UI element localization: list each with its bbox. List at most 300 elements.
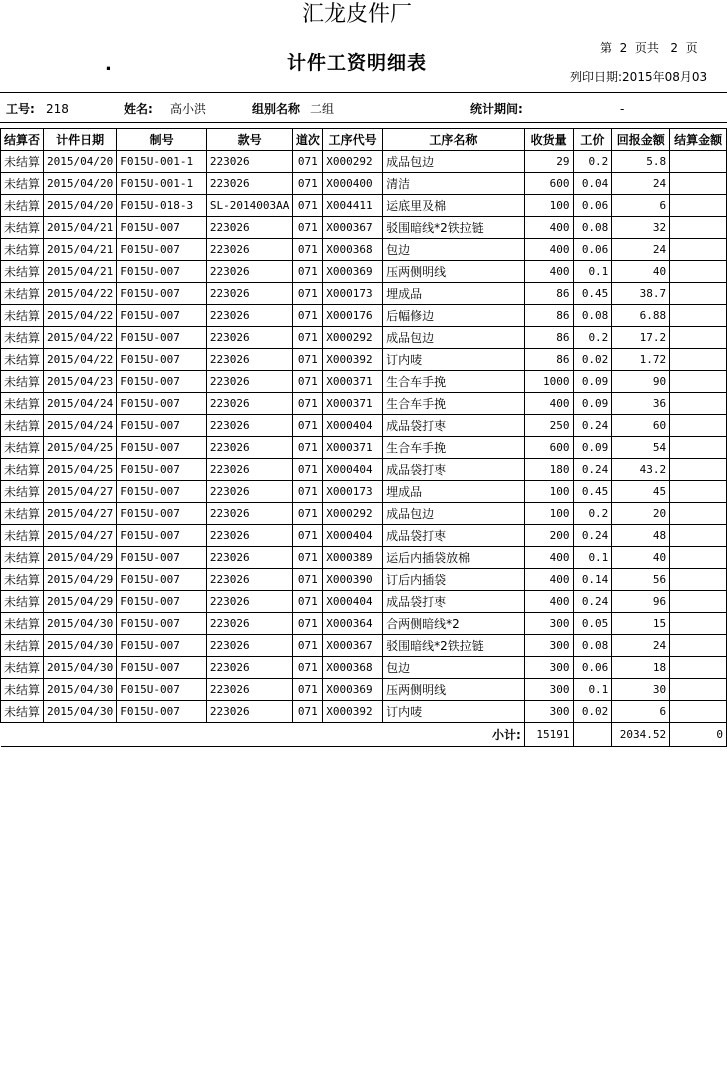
col-header-process-name[interactable]: 工序名称 — [383, 129, 525, 151]
table-row[interactable] — [1, 349, 727, 371]
cell-settled-amount — [670, 305, 727, 327]
cell-rate: 0.02 — [573, 701, 612, 723]
cell-order-no: F015U-001-1 — [117, 173, 207, 195]
table-row[interactable] — [1, 701, 727, 723]
cell-process-code: X000400 — [323, 173, 383, 195]
cell-settled-amount — [670, 569, 727, 591]
cell-order-no: F015U-007 — [117, 459, 207, 481]
cell-pass: 071 — [293, 305, 323, 327]
cell-style-no: 223026 — [206, 657, 292, 679]
worker-name-label: 姓名: — [124, 102, 153, 116]
header-dot: . — [105, 54, 112, 75]
cell-settled: 未结算 — [1, 591, 44, 613]
table-row[interactable] — [1, 481, 727, 503]
table-row[interactable] — [1, 459, 727, 481]
cell-settled-amount — [670, 613, 727, 635]
cell-quantity: 300 — [524, 679, 573, 701]
cell-rate: 0.04 — [573, 173, 612, 195]
cell-amount: 6.88 — [612, 305, 670, 327]
cell-process-code: X000292 — [323, 151, 383, 173]
cell-process-code: X000389 — [323, 547, 383, 569]
cell-style-no: 223026 — [206, 569, 292, 591]
cell-settled: 未结算 — [1, 217, 44, 239]
cell-process-code: X000390 — [323, 569, 383, 591]
cell-style-no: 223026 — [206, 239, 292, 261]
cell-pass: 071 — [293, 239, 323, 261]
cell-rate: 0.08 — [573, 635, 612, 657]
cell-quantity: 100 — [524, 503, 573, 525]
cell-pass: 071 — [293, 349, 323, 371]
cell-rate: 0.05 — [573, 613, 612, 635]
table-row[interactable] — [1, 261, 727, 283]
cell-process-name: 订内唛 — [383, 349, 525, 371]
col-header-settled-amount[interactable]: 结算金额 — [670, 129, 727, 151]
cell-order-no: F015U-007 — [117, 679, 207, 701]
cell-settled-amount — [670, 657, 727, 679]
col-header-pass[interactable]: 道次 — [293, 129, 323, 151]
company-name: 汇龙皮件厂 — [301, 2, 412, 27]
table-row[interactable] — [1, 151, 727, 173]
cell-rate: 0.06 — [573, 195, 612, 217]
cell-process-code: X000392 — [323, 701, 383, 723]
cell-process-code: X000368 — [323, 657, 383, 679]
cell-quantity: 29 — [524, 151, 573, 173]
cell-process-name: 生合车手挽 — [383, 437, 525, 459]
cell-pass: 071 — [293, 415, 323, 437]
cell-quantity: 300 — [524, 613, 573, 635]
cell-order-no: F015U-007 — [117, 481, 207, 503]
cell-amount: 15 — [612, 613, 670, 635]
cell-settled-amount — [670, 327, 727, 349]
col-header-order-no[interactable]: 制号 — [117, 129, 207, 151]
cell-amount: 38.7 — [612, 283, 670, 305]
cell-style-no: 223026 — [206, 503, 292, 525]
cell-process-code: X000368 — [323, 239, 383, 261]
cell-amount: 20 — [612, 503, 670, 525]
table-row[interactable] — [1, 569, 727, 591]
cell-amount: 40 — [612, 547, 670, 569]
cell-settled: 未结算 — [1, 679, 44, 701]
cell-date: 2015/04/30 — [44, 657, 117, 679]
cell-settled: 未结算 — [1, 261, 44, 283]
cell-date: 2015/04/21 — [44, 239, 117, 261]
table-row[interactable] — [1, 679, 727, 701]
cell-amount: 24 — [612, 173, 670, 195]
cell-order-no: F015U-007 — [117, 239, 207, 261]
cell-pass: 071 — [293, 261, 323, 283]
cell-pass: 071 — [293, 195, 323, 217]
table-row[interactable] — [1, 635, 727, 657]
cell-pass: 071 — [293, 481, 323, 503]
cell-process-code: X000371 — [323, 393, 383, 415]
cell-amount: 40 — [612, 261, 670, 283]
cell-rate: 0.09 — [573, 393, 612, 415]
cell-rate: 0.06 — [573, 239, 612, 261]
cell-process-name: 压两侧明线 — [383, 679, 525, 701]
cell-process-code: X000292 — [323, 327, 383, 349]
subtotal-amount: 2034.52 — [612, 723, 670, 747]
cell-process-name: 埋成品 — [383, 481, 525, 503]
subtotal-settled-amount: 0 — [670, 723, 727, 747]
cell-rate: 0.06 — [573, 657, 612, 679]
cell-process-code: X000176 — [323, 305, 383, 327]
cell-quantity: 250 — [524, 415, 573, 437]
cell-order-no: F015U-018-3 — [117, 195, 207, 217]
cell-amount: 17.2 — [612, 327, 670, 349]
cell-pass: 071 — [293, 437, 323, 459]
cell-process-name: 成品袋打枣 — [383, 415, 525, 437]
cell-settled: 未结算 — [1, 635, 44, 657]
cell-process-name: 后幅修边 — [383, 305, 525, 327]
cell-settled-amount — [670, 283, 727, 305]
cell-date: 2015/04/29 — [44, 591, 117, 613]
cell-date: 2015/04/27 — [44, 525, 117, 547]
cell-pass: 071 — [293, 591, 323, 613]
cell-settled-amount — [670, 239, 727, 261]
table-row[interactable] — [1, 283, 727, 305]
cell-settled: 未结算 — [1, 701, 44, 723]
cell-style-no: 223026 — [206, 547, 292, 569]
group-value: 二组 — [310, 102, 335, 116]
table-header-row — [1, 129, 727, 151]
cell-quantity: 1000 — [524, 371, 573, 393]
cell-process-code: X000364 — [323, 613, 383, 635]
cell-style-no: 223026 — [206, 481, 292, 503]
cell-settled-amount — [670, 459, 727, 481]
cell-amount: 30 — [612, 679, 670, 701]
cell-order-no: F015U-007 — [117, 305, 207, 327]
cell-rate: 0.1 — [573, 261, 612, 283]
cell-order-no: F015U-007 — [117, 261, 207, 283]
cell-amount: 54 — [612, 437, 670, 459]
cell-settled-amount — [670, 151, 727, 173]
cell-quantity: 400 — [524, 393, 573, 415]
cell-quantity: 400 — [524, 217, 573, 239]
cell-settled: 未结算 — [1, 459, 44, 481]
cell-process-name: 运后内插袋放棉 — [383, 547, 525, 569]
table-row[interactable] — [1, 415, 727, 437]
cell-settled-amount — [670, 393, 727, 415]
period-label: 统计期间: — [470, 102, 523, 116]
cell-style-no: 223026 — [206, 437, 292, 459]
col-header-process-code[interactable]: 工序代号 — [323, 129, 383, 151]
cell-settled-amount — [670, 349, 727, 371]
cell-style-no: 223026 — [206, 305, 292, 327]
cell-date: 2015/04/22 — [44, 327, 117, 349]
cell-amount: 6 — [612, 195, 670, 217]
cell-pass: 071 — [293, 657, 323, 679]
cell-pass: 071 — [293, 635, 323, 657]
cell-date: 2015/04/22 — [44, 283, 117, 305]
cell-rate: 0.24 — [573, 459, 612, 481]
cell-pass: 071 — [293, 371, 323, 393]
cell-quantity: 400 — [524, 261, 573, 283]
cell-process-code: X000371 — [323, 371, 383, 393]
cell-quantity: 600 — [524, 173, 573, 195]
cell-process-name: 清洁 — [383, 173, 525, 195]
print-date: 列印日期:2015年08月03 — [570, 70, 708, 84]
cell-order-no: F015U-007 — [117, 635, 207, 657]
cell-process-code: X000404 — [323, 591, 383, 613]
cell-settled-amount — [670, 547, 727, 569]
table-row[interactable] — [1, 173, 727, 195]
cell-amount: 18 — [612, 657, 670, 679]
cell-date: 2015/04/29 — [44, 569, 117, 591]
cell-settled-amount — [670, 679, 727, 701]
cell-date: 2015/04/22 — [44, 349, 117, 371]
cell-style-no: SL-2014003AA — [206, 195, 292, 217]
cell-style-no: 223026 — [206, 635, 292, 657]
cell-pass: 071 — [293, 701, 323, 723]
cell-pass: 071 — [293, 503, 323, 525]
cell-rate: 0.14 — [573, 569, 612, 591]
subtotal-row — [1, 723, 727, 747]
cell-settled-amount — [670, 525, 727, 547]
wage-detail-table — [0, 128, 727, 747]
cell-style-no: 223026 — [206, 415, 292, 437]
cell-process-code: X004411 — [323, 195, 383, 217]
col-header-quantity[interactable]: 收货量 — [524, 129, 573, 151]
cell-process-name: 包边 — [383, 239, 525, 261]
cell-process-name: 包边 — [383, 657, 525, 679]
cell-process-code: X000392 — [323, 349, 383, 371]
cell-settled: 未结算 — [1, 151, 44, 173]
cell-date: 2015/04/20 — [44, 195, 117, 217]
cell-amount: 90 — [612, 371, 670, 393]
cell-process-name: 成品包边 — [383, 151, 525, 173]
cell-order-no: F015U-001-1 — [117, 151, 207, 173]
cell-settled-amount — [670, 701, 727, 723]
col-header-amount[interactable]: 回报金额 — [612, 129, 670, 151]
report-title: 计件工资明细表 — [286, 52, 427, 74]
cell-date: 2015/04/20 — [44, 173, 117, 195]
cell-date: 2015/04/30 — [44, 701, 117, 723]
cell-order-no: F015U-007 — [117, 701, 207, 723]
cell-process-name: 合两侧暗线*2 — [383, 613, 525, 635]
cell-rate: 0.1 — [573, 679, 612, 701]
cell-process-code: X000173 — [323, 481, 383, 503]
cell-date: 2015/04/27 — [44, 503, 117, 525]
cell-process-name: 运底里及棉 — [383, 195, 525, 217]
cell-order-no: F015U-007 — [117, 525, 207, 547]
cell-process-code: X000292 — [323, 503, 383, 525]
cell-process-name: 生合车手挽 — [383, 393, 525, 415]
subtotal-quantity: 15191 — [524, 723, 573, 747]
cell-process-name: 埋成品 — [383, 283, 525, 305]
cell-process-name: 成品袋打枣 — [383, 459, 525, 481]
cell-date: 2015/04/24 — [44, 415, 117, 437]
table-row[interactable] — [1, 657, 727, 679]
cell-style-no: 223026 — [206, 349, 292, 371]
cell-settled-amount — [670, 217, 727, 239]
cell-quantity: 300 — [524, 635, 573, 657]
cell-settled-amount — [670, 261, 727, 283]
cell-date: 2015/04/21 — [44, 261, 117, 283]
cell-amount: 36 — [612, 393, 670, 415]
cell-quantity: 300 — [524, 657, 573, 679]
table-row[interactable] — [1, 327, 727, 349]
cell-style-no: 223026 — [206, 327, 292, 349]
cell-settled-amount — [670, 503, 727, 525]
cell-date: 2015/04/24 — [44, 393, 117, 415]
cell-pass: 071 — [293, 151, 323, 173]
col-header-style-no[interactable]: 款号 — [206, 129, 292, 151]
cell-date: 2015/04/20 — [44, 151, 117, 173]
cell-rate: 0.2 — [573, 327, 612, 349]
cell-rate: 0.45 — [573, 481, 612, 503]
cell-order-no: F015U-007 — [117, 393, 207, 415]
period-value: - — [620, 102, 625, 116]
cell-pass: 071 — [293, 459, 323, 481]
cell-pass: 071 — [293, 327, 323, 349]
cell-settled: 未结算 — [1, 239, 44, 261]
col-header-rate[interactable]: 工价 — [573, 129, 612, 151]
cell-settled-amount — [670, 195, 727, 217]
cell-settled: 未结算 — [1, 195, 44, 217]
cell-pass: 071 — [293, 679, 323, 701]
cell-order-no: F015U-007 — [117, 437, 207, 459]
cell-process-code: X000369 — [323, 679, 383, 701]
cell-date: 2015/04/27 — [44, 481, 117, 503]
cell-process-code: X000371 — [323, 437, 383, 459]
cell-rate: 0.09 — [573, 437, 612, 459]
cell-pass: 071 — [293, 525, 323, 547]
worker-name-value: 高小洪 — [170, 102, 207, 116]
cell-order-no: F015U-007 — [117, 327, 207, 349]
cell-rate: 0.08 — [573, 217, 612, 239]
cell-pass: 071 — [293, 547, 323, 569]
table-row[interactable] — [1, 437, 727, 459]
cell-amount: 56 — [612, 569, 670, 591]
cell-pass: 071 — [293, 173, 323, 195]
cell-quantity: 100 — [524, 481, 573, 503]
cell-order-no: F015U-007 — [117, 547, 207, 569]
table-row[interactable] — [1, 591, 727, 613]
cell-rate: 0.24 — [573, 525, 612, 547]
cell-rate: 0.1 — [573, 547, 612, 569]
cell-amount: 60 — [612, 415, 670, 437]
table-row[interactable] — [1, 305, 727, 327]
cell-settled: 未结算 — [1, 305, 44, 327]
cell-process-name: 生合车手挽 — [383, 371, 525, 393]
cell-settled: 未结算 — [1, 569, 44, 591]
cell-order-no: F015U-007 — [117, 415, 207, 437]
cell-settled: 未结算 — [1, 371, 44, 393]
cell-style-no: 223026 — [206, 217, 292, 239]
cell-date: 2015/04/30 — [44, 679, 117, 701]
cell-settled: 未结算 — [1, 283, 44, 305]
table-row[interactable] — [1, 195, 727, 217]
cell-process-name: 压两侧明线 — [383, 261, 525, 283]
cell-rate: 0.2 — [573, 151, 612, 173]
cell-settled-amount — [670, 591, 727, 613]
cell-settled: 未结算 — [1, 547, 44, 569]
table-row[interactable] — [1, 371, 727, 393]
cell-process-code: X000367 — [323, 635, 383, 657]
cell-amount: 45 — [612, 481, 670, 503]
cell-settled: 未结算 — [1, 613, 44, 635]
cell-process-code: X000404 — [323, 415, 383, 437]
header-divider-top — [0, 92, 727, 93]
cell-process-name: 成品包边 — [383, 503, 525, 525]
cell-amount: 43.2 — [612, 459, 670, 481]
cell-quantity: 86 — [524, 349, 573, 371]
cell-order-no: F015U-007 — [117, 503, 207, 525]
cell-quantity: 400 — [524, 547, 573, 569]
cell-order-no: F015U-007 — [117, 613, 207, 635]
cell-process-code: X000367 — [323, 217, 383, 239]
cell-settled: 未结算 — [1, 415, 44, 437]
cell-order-no: F015U-007 — [117, 569, 207, 591]
cell-settled: 未结算 — [1, 327, 44, 349]
cell-settled-amount — [670, 415, 727, 437]
table-row[interactable] — [1, 613, 727, 635]
cell-style-no: 223026 — [206, 613, 292, 635]
cell-pass: 071 — [293, 613, 323, 635]
cell-style-no: 223026 — [206, 283, 292, 305]
cell-process-code: X000173 — [323, 283, 383, 305]
table-row[interactable] — [1, 239, 727, 261]
cell-quantity: 400 — [524, 239, 573, 261]
cell-rate: 0.24 — [573, 591, 612, 613]
cell-amount: 32 — [612, 217, 670, 239]
cell-style-no: 223026 — [206, 393, 292, 415]
subtotal-rate — [573, 723, 612, 747]
cell-date: 2015/04/25 — [44, 437, 117, 459]
cell-amount: 48 — [612, 525, 670, 547]
cell-process-name: 订内唛 — [383, 701, 525, 723]
cell-style-no: 223026 — [206, 371, 292, 393]
cell-quantity: 100 — [524, 195, 573, 217]
col-header-settled[interactable]: 结算否 — [1, 129, 44, 151]
cell-settled: 未结算 — [1, 437, 44, 459]
cell-process-code: X000404 — [323, 459, 383, 481]
cell-process-name: 成品袋打枣 — [383, 525, 525, 547]
cell-amount: 6 — [612, 701, 670, 723]
cell-rate: 0.09 — [573, 371, 612, 393]
cell-order-no: F015U-007 — [117, 371, 207, 393]
table-row[interactable] — [1, 547, 727, 569]
table-row[interactable] — [1, 503, 727, 525]
table-row[interactable] — [1, 393, 727, 415]
cell-settled-amount — [670, 173, 727, 195]
cell-settled: 未结算 — [1, 525, 44, 547]
cell-settled: 未结算 — [1, 349, 44, 371]
subtotal-label: 小计: — [1, 723, 525, 747]
cell-settled-amount — [670, 481, 727, 503]
cell-date: 2015/04/21 — [44, 217, 117, 239]
cell-order-no: F015U-007 — [117, 591, 207, 613]
cell-style-no: 223026 — [206, 151, 292, 173]
cell-pass: 071 — [293, 569, 323, 591]
cell-process-code: X000404 — [323, 525, 383, 547]
cell-amount: 1.72 — [612, 349, 670, 371]
cell-style-no: 223026 — [206, 701, 292, 723]
cell-order-no: F015U-007 — [117, 349, 207, 371]
page-info: 第 2 页共 2 页 — [600, 41, 698, 55]
table-row[interactable] — [1, 217, 727, 239]
table-row[interactable] — [1, 525, 727, 547]
cell-amount: 5.8 — [612, 151, 670, 173]
cell-date: 2015/04/30 — [44, 613, 117, 635]
cell-style-no: 223026 — [206, 525, 292, 547]
cell-process-name: 成品袋打枣 — [383, 591, 525, 613]
cell-quantity: 400 — [524, 569, 573, 591]
cell-date: 2015/04/22 — [44, 305, 117, 327]
col-header-date[interactable]: 计件日期 — [44, 129, 117, 151]
cell-process-name: 驳围暗线*2铁拉链 — [383, 217, 525, 239]
worker-id-label: 工号: — [6, 102, 35, 116]
